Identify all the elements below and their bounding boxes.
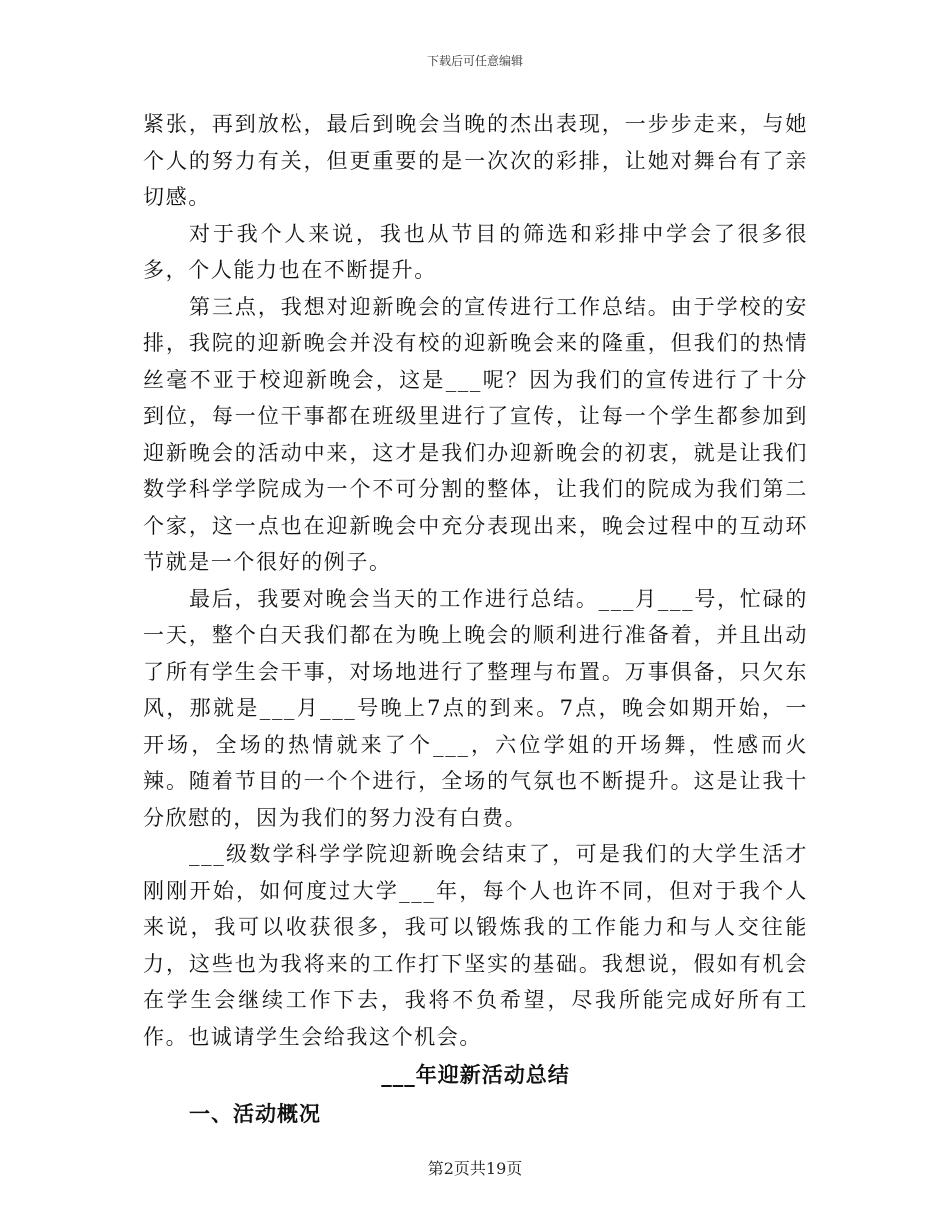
heading-activity-overview: 一、活动概况 — [189, 1100, 321, 1126]
document-body — [143, 106, 808, 1132]
paragraph-event-day-summary: 最后，我要对晚会当天的工作进行总结。___月___号，忙碌的一天，整个白天我们都在为晚上晚会的顺利进行准备着，并且出动了所有学生会干事，对场地进行了整理与布置。万事俱备，只欠东风，那就是___月___号晚上7点的到来。7点，晚会如期开始，一开场，全场的热情就来了个___，六位学姐的开场舞，性感而火辣。随着节目的一个个进行，全场的气氛也不断提升。这是让我十分欣慰的，因为我们的努力没有白费。 — [143, 586, 808, 830]
paragraph-publicity-summary: 第三点，我想对迎新晚会的宣传进行工作总结。由于学校的安排，我院的迎新晚会并没有校的迎新晚会来的隆重，但我们的热情丝毫不亚于校迎新晚会，这是___呢？因为我们的宣传进行了十分到位，每一位干事都在班级里进行了宣传，让每一个学生都参加到迎新晚会的活动中来，这才是我们办迎新晚会的初衷，就是让我们数学科学学院成为一个不可分割的整体，让我们的院成为我们第二个家，这一点也在迎新晚会中充分表现出来，晚会过程中的互动环节就是一个很好的例子。 — [143, 294, 808, 574]
paragraph-continuation: 紧张，再到放松，最后到晚会当晚的杰出表现，一步步走来，与她个人的努力有关，但更重要的是一次次的彩排，让她对舞台有了亲切感。 — [143, 112, 808, 209]
paragraph-personal-growth: 对于我个人来说，我也从节目的筛选和彩排中学会了很多很多，个人能力也在不断提升。 — [143, 221, 808, 282]
page-number-footer: 第2页共19页 — [427, 1159, 523, 1178]
page-header: 下载后可任意编辑 — [426, 54, 523, 68]
section-title: ___年迎新活动总结 — [381, 1062, 570, 1087]
paragraph-conclusion: ___级数学科学学院迎新晚会结束了，可是我们的大学生活才刚刚开始，如何度过大学___年，每个人也许不同，但对于我个人来说，我可以收获很多，我可以锻炼我的工作能力和与人交往能力，这些也为我将来的工作打下坚实的基础。我想说，假如有机会在学生会继续工作下去，我将不负希望，尽我所能完成好所有工作。也诚请学生会给我这个机会。 — [143, 842, 808, 1049]
